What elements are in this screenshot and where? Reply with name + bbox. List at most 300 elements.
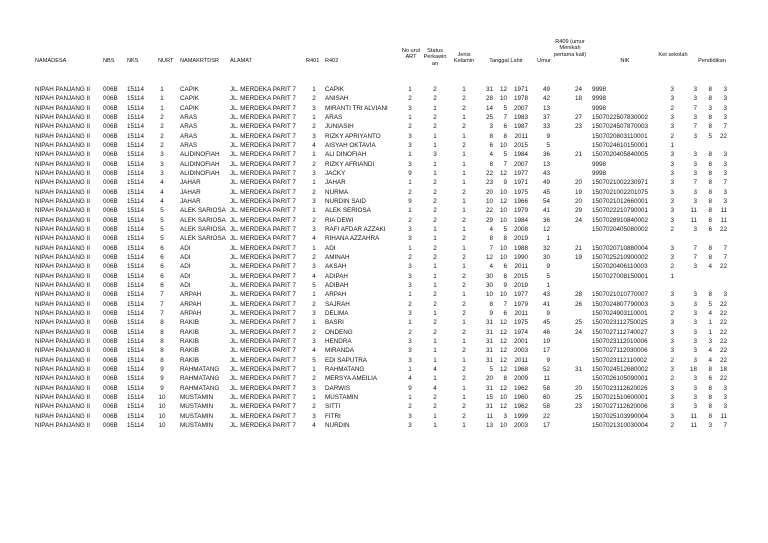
cell-nks: 15114 <box>127 384 145 392</box>
cell-no-urut: 1 <box>408 365 412 373</box>
cell-tgl: 13 <box>485 421 493 429</box>
cell-pendidikan-2: 8 <box>708 244 712 252</box>
cell-alamat: JL. MERDEKA PARIT 7 <box>230 412 296 420</box>
cell-status-perkawinan: 2 <box>433 291 437 299</box>
cell-r401: 1 <box>312 244 316 252</box>
cell-pendidikan-3: 22 <box>719 356 727 364</box>
cell-jenis-kelamin: 2 <box>462 235 466 243</box>
cell-tgl: 31 <box>485 86 493 93</box>
cell-umur: 41 <box>542 300 550 308</box>
cell-r401: 3 <box>312 104 316 112</box>
cell-pendidikan-1: 3 <box>693 403 697 411</box>
table-row <box>0 104 768 114</box>
cell-tgl: 31 <box>485 347 493 355</box>
cell-ket-sekolah: 3 <box>670 95 674 103</box>
cell-namadesa: NIPAH PANJANG II <box>35 123 91 131</box>
header-status-perkawinan: Status Perkawin an <box>423 48 447 67</box>
cell-status-perkawinan: 1 <box>433 356 437 364</box>
cell-nik: 1507021002230971 <box>592 179 649 187</box>
cell-no-urut: 2 <box>408 328 412 336</box>
table-row <box>0 402 768 412</box>
cell-pendidikan-1: 3 <box>693 309 697 317</box>
cell-namakrtdsr: RAKIB <box>180 356 199 364</box>
cell-bln: 12 <box>499 169 507 177</box>
cell-thn: 1988 <box>513 244 528 252</box>
cell-umur: 1 <box>546 281 550 289</box>
cell-alamat: JL. MERDEKA PARIT 7 <box>230 113 296 121</box>
cell-no-urut: 2 <box>408 216 412 224</box>
cell-pendidikan-3: 7 <box>723 179 727 187</box>
cell-nbs: 006B <box>103 337 118 345</box>
table-row <box>0 309 768 319</box>
table-row <box>0 85 768 95</box>
cell-r402: RAFI AFDAR AZZAKI <box>325 225 386 233</box>
cell-namadesa: NIPAH PANJANG II <box>35 356 91 364</box>
cell-umur: 42 <box>542 95 550 103</box>
cell-tgl: 3 <box>489 123 493 131</box>
cell-nks: 15114 <box>127 375 145 383</box>
header-r402: R402 <box>325 58 339 64</box>
cell-r402: ANISAH <box>325 95 349 103</box>
cell-alamat: JL. MERDEKA PARIT 7 <box>230 328 296 336</box>
cell-no-urut: 1 <box>408 151 412 159</box>
cell-umur: 11 <box>543 375 550 383</box>
cell-nbs: 006B <box>103 281 118 289</box>
cell-namakrtdsr: RAHMATANG <box>180 384 220 392</box>
cell-umur: 5 <box>546 272 550 280</box>
cell-namakrtdsr: JAHAR <box>180 179 201 187</box>
cell-alamat: JL. MERDEKA PARIT 7 <box>230 337 296 345</box>
cell-pendidikan-1: 7 <box>693 253 697 261</box>
cell-r402: MUSTAMIN <box>325 393 359 401</box>
cell-status-perkawinan: 2 <box>433 207 437 215</box>
cell-status-perkawinan: 2 <box>433 244 437 252</box>
cell-nks: 15114 <box>127 347 145 355</box>
cell-alamat: JL. MERDEKA PARIT 7 <box>230 95 296 103</box>
cell-status-perkawinan: 1 <box>433 141 437 149</box>
cell-nik: 9998 <box>592 169 607 177</box>
table-row <box>0 393 768 403</box>
cell-nurt: 7 <box>160 291 164 299</box>
cell-r402: ADI <box>325 244 336 252</box>
cell-r401: 2 <box>312 123 316 131</box>
cell-nik: 1507026105090001 <box>592 375 649 383</box>
cell-status-perkawinan: 1 <box>433 132 437 140</box>
cell-no-urut: 9 <box>408 384 412 392</box>
cell-nks: 15114 <box>127 197 145 205</box>
cell-r401: 4 <box>312 272 316 280</box>
cell-r402: RIHANA AZZAHRA <box>325 235 380 243</box>
cell-umur: 58 <box>542 384 550 392</box>
cell-r402: AKSAH <box>325 263 347 271</box>
cell-nbs: 006B <box>103 291 118 299</box>
cell-nik: 1507020405840005 <box>592 151 649 159</box>
cell-nik: 1507024507870003 <box>592 123 649 131</box>
cell-nurt: 1 <box>160 95 164 103</box>
cell-namadesa: NIPAH PANJANG II <box>35 151 91 159</box>
cell-nks: 15114 <box>127 151 145 159</box>
cell-namadesa: NIPAH PANJANG II <box>35 421 91 429</box>
cell-r402: RIZKY AFRIANDI <box>325 160 375 168</box>
cell-tgl: 4 <box>489 225 493 233</box>
cell-alamat: JL. MERDEKA PARIT 7 <box>230 291 296 299</box>
cell-bln: 12 <box>499 384 507 392</box>
cell-nurt: 6 <box>160 272 164 280</box>
cell-nbs: 006B <box>103 253 118 261</box>
cell-no-urut: 9 <box>408 169 412 177</box>
cell-r401: 3 <box>312 309 316 317</box>
cell-nurt: 9 <box>160 384 164 392</box>
cell-pendidikan-1: 3 <box>693 113 697 121</box>
cell-nik: 9998 <box>592 160 607 168</box>
cell-r409: 19 <box>574 253 582 261</box>
cell-thn: 1971 <box>513 179 528 187</box>
cell-bln: 10 <box>499 393 507 401</box>
table-row <box>0 188 768 198</box>
cell-jenis-kelamin: 1 <box>462 169 466 177</box>
cell-jenis-kelamin: 2 <box>462 188 466 196</box>
cell-pendidikan-1: 3 <box>693 328 697 336</box>
cell-pendidikan-3: 3 <box>723 86 727 93</box>
cell-r409: 23 <box>574 123 582 131</box>
cell-status-perkawinan: 2 <box>433 197 437 205</box>
cell-namakrtdsr: ARAS <box>180 113 198 121</box>
cell-thn: 1975 <box>513 188 528 196</box>
cell-namakrtdsr: RAKIB <box>180 337 199 345</box>
cell-r401: 4 <box>312 421 316 429</box>
cell-jenis-kelamin: 1 <box>462 86 466 93</box>
cell-pendidikan-2: 8 <box>708 188 712 196</box>
cell-ket-sekolah: 3 <box>670 151 674 159</box>
cell-namadesa: NIPAH PANJANG II <box>35 207 91 215</box>
cell-pendidikan-3: 7 <box>723 244 727 252</box>
cell-nks: 15114 <box>127 291 145 299</box>
table-row <box>0 374 768 384</box>
cell-nbs: 006B <box>103 151 118 159</box>
cell-pendidikan-2: 8 <box>708 393 712 401</box>
cell-pendidikan-1: 7 <box>693 179 697 187</box>
cell-namadesa: NIPAH PANJANG II <box>35 86 91 93</box>
cell-r401: 2 <box>312 328 316 336</box>
cell-bln: 10 <box>499 207 507 215</box>
cell-alamat: JL. MERDEKA PARIT 7 <box>230 319 296 327</box>
cell-jenis-kelamin: 1 <box>462 225 466 233</box>
cell-ket-sekolah: 3 <box>670 207 674 215</box>
cell-thn: 1984 <box>513 216 528 224</box>
cell-nks: 15114 <box>127 328 145 336</box>
cell-r402: ONDENG <box>325 328 353 336</box>
cell-r401: 1 <box>312 151 316 159</box>
cell-nurt: 3 <box>160 151 164 159</box>
cell-umur: 36 <box>542 151 550 159</box>
cell-pendidikan-2: 4 <box>708 356 712 364</box>
cell-namakrtdsr: ALIDINOFIAH <box>180 169 220 177</box>
cell-nurt: 8 <box>160 337 164 345</box>
cell-bln: 8 <box>503 235 507 243</box>
cell-nbs: 006B <box>103 225 118 233</box>
cell-umur: 1 <box>546 235 550 243</box>
cell-nik: 1507021310030004 <box>592 421 649 429</box>
cell-nik: 9998 <box>592 104 607 112</box>
cell-nbs: 006B <box>103 197 118 205</box>
cell-ket-sekolah: 1 <box>670 141 674 149</box>
cell-namakrtdsr: ALEK SARIOSA <box>180 216 226 224</box>
cell-no-urut: 9 <box>408 197 412 205</box>
cell-r401: 3 <box>312 337 316 345</box>
cell-namadesa: NIPAH PANJANG II <box>35 104 91 112</box>
cell-tgl: 30 <box>485 281 493 289</box>
cell-nks: 15114 <box>127 207 145 215</box>
cell-pendidikan-3: 3 <box>723 95 727 103</box>
cell-nurt: 4 <box>160 188 164 196</box>
cell-no-urut: 3 <box>408 104 412 112</box>
cell-nurt: 4 <box>160 197 164 205</box>
cell-ket-sekolah: 3 <box>670 384 674 392</box>
cell-r402: RAHMATANG <box>325 365 365 373</box>
cell-nurt: 5 <box>160 225 164 233</box>
cell-pendidikan-1: 3 <box>693 225 697 233</box>
cell-pendidikan-3: 22 <box>719 375 727 383</box>
cell-status-perkawinan: 2 <box>433 328 437 336</box>
cell-umur: 52 <box>542 365 550 373</box>
cell-pendidikan-2: 8 <box>708 216 712 224</box>
table-row <box>0 132 768 142</box>
cell-nks: 15114 <box>127 188 145 196</box>
cell-status-perkawinan: 1 <box>433 160 437 168</box>
cell-tgl: 20 <box>485 375 493 383</box>
cell-umur: 45 <box>542 188 550 196</box>
cell-r402: RIA DEWI <box>325 216 354 224</box>
cell-r401: 4 <box>312 235 316 243</box>
cell-nik: 1507027112030006 <box>592 347 648 355</box>
cell-jenis-kelamin: 1 <box>462 393 466 401</box>
cell-nbs: 006B <box>103 384 118 392</box>
cell-tgl: 4 <box>489 151 493 159</box>
cell-thn: 2019 <box>513 281 528 289</box>
cell-no-urut: 1 <box>408 207 412 215</box>
cell-umur: 41 <box>542 207 550 215</box>
cell-nks: 15114 <box>127 412 145 420</box>
cell-r409: 19 <box>574 188 582 196</box>
cell-nbs: 006B <box>103 86 118 93</box>
cell-r402: MIRANTI TRI ALVIANI <box>325 104 388 112</box>
cell-ket-sekolah: 3 <box>670 393 674 401</box>
cell-pendidikan-2: 6 <box>708 375 712 383</box>
header-r401: R401 <box>306 58 320 64</box>
cell-r402: NURDIN <box>325 421 350 429</box>
header-no-urut-art: No urut ART <box>401 48 421 61</box>
cell-pendidikan-3: 3 <box>723 393 727 401</box>
cell-jenis-kelamin: 1 <box>462 113 466 121</box>
cell-no-urut: 3 <box>408 412 412 420</box>
cell-r401: 5 <box>312 281 316 289</box>
table-row <box>0 328 768 338</box>
cell-thn: 2015 <box>513 272 528 280</box>
cell-r402: ALEK SERIOSA <box>325 207 371 215</box>
cell-nks: 15114 <box>127 356 145 364</box>
cell-bln: 6 <box>503 309 507 317</box>
cell-alamat: JL. MERDEKA PARIT 7 <box>230 309 296 317</box>
cell-bln: 8 <box>503 272 507 280</box>
cell-alamat: JL. MERDEKA PARIT 7 <box>230 235 296 243</box>
cell-pendidikan-2: 8 <box>708 95 712 103</box>
cell-thn: 1983 <box>513 113 528 121</box>
cell-jenis-kelamin: 2 <box>462 347 466 355</box>
cell-status-perkawinan: 1 <box>433 412 437 420</box>
cell-nurt: 5 <box>160 235 164 243</box>
cell-r402: HENDRA <box>325 337 352 345</box>
cell-nks: 15114 <box>127 104 145 112</box>
cell-thn: 1962 <box>513 403 528 411</box>
cell-r402: NURDIN SAID <box>325 197 366 205</box>
cell-alamat: JL. MERDEKA PARIT 7 <box>230 300 296 308</box>
cell-namakrtdsr: ARPAH <box>180 300 202 308</box>
cell-no-urut: 1 <box>408 291 412 299</box>
cell-ket-sekolah: 2 <box>670 132 674 140</box>
cell-nurt: 10 <box>158 412 166 420</box>
cell-pendidikan-2: 4 <box>708 263 712 271</box>
header-r409: R409 (umur Menikah pertama kali) <box>553 39 587 58</box>
cell-r401: 2 <box>312 253 316 261</box>
cell-pendidikan-1: 11 <box>690 216 697 224</box>
cell-alamat: JL. MERDEKA PARIT 7 <box>230 281 296 289</box>
cell-umur: 60 <box>542 393 550 401</box>
cell-status-perkawinan: 1 <box>433 235 437 243</box>
cell-alamat: JL. MERDEKA PARIT 7 <box>230 104 296 112</box>
cell-thn: 1971 <box>513 86 528 93</box>
cell-ket-sekolah: 2 <box>670 309 674 317</box>
cell-thn: 2003 <box>513 347 528 355</box>
cell-nks: 15114 <box>127 235 145 243</box>
cell-thn: 1968 <box>513 365 528 373</box>
cell-nbs: 006B <box>103 300 118 308</box>
cell-status-perkawinan: 1 <box>433 169 437 177</box>
cell-pendidikan-2: 5 <box>708 300 712 308</box>
cell-namadesa: NIPAH PANJANG II <box>35 393 91 401</box>
cell-namadesa: NIPAH PANJANG II <box>35 347 91 355</box>
cell-nbs: 006B <box>103 179 118 187</box>
cell-nurt: 6 <box>160 244 164 252</box>
table-row <box>0 244 768 254</box>
cell-tgl: 8 <box>489 235 493 243</box>
cell-nurt: 6 <box>160 253 164 261</box>
cell-nbs: 006B <box>103 216 118 224</box>
cell-r402: MERSYA AMEILIA <box>325 375 378 383</box>
cell-jenis-kelamin: 2 <box>462 104 466 112</box>
cell-r401: 1 <box>312 113 316 121</box>
cell-namadesa: NIPAH PANJANG II <box>35 141 91 149</box>
cell-pendidikan-2: 3 <box>708 421 712 429</box>
cell-tgl: 8 <box>489 132 493 140</box>
cell-no-urut: 3 <box>408 337 412 345</box>
cell-nurt: 8 <box>160 328 164 336</box>
cell-ket-sekolah: 1 <box>670 272 674 280</box>
cell-nik: 1507020710880004 <box>592 244 649 252</box>
cell-ket-sekolah: 3 <box>670 188 674 196</box>
cell-r401: 1 <box>312 365 316 373</box>
cell-jenis-kelamin: 1 <box>462 244 466 252</box>
cell-nbs: 006B <box>103 421 118 429</box>
cell-umur: 43 <box>542 291 550 299</box>
cell-status-perkawinan: 2 <box>433 95 437 103</box>
cell-nbs: 006B <box>103 356 118 364</box>
header-nks: NKS <box>127 58 139 64</box>
cell-tgl: 15 <box>485 393 493 401</box>
cell-pendidikan-3: 3 <box>723 113 727 121</box>
cell-nks: 15114 <box>127 244 145 252</box>
cell-no-urut: 3 <box>408 141 412 149</box>
cell-nks: 15114 <box>127 403 145 411</box>
cell-tgl: 31 <box>485 384 493 392</box>
cell-r402: FITRI <box>325 412 341 420</box>
cell-status-perkawinan: 2 <box>433 253 437 261</box>
cell-r401: 1 <box>312 393 316 401</box>
cell-pendidikan-2: 8 <box>708 253 712 261</box>
cell-nik: 1507024610150001 <box>592 141 649 149</box>
cell-jenis-kelamin: 1 <box>462 132 466 140</box>
cell-alamat: JL. MERDEKA PARIT 7 <box>230 375 296 383</box>
cell-nik: 1507028910840002 <box>592 216 649 224</box>
cell-bln: 5 <box>503 151 507 159</box>
cell-namadesa: NIPAH PANJANG II <box>35 113 91 121</box>
cell-nks: 15114 <box>127 179 145 187</box>
header-tanggal-lahir: Tanggal Lahir <box>489 58 523 64</box>
cell-nbs: 006B <box>103 207 118 215</box>
cell-namadesa: NIPAH PANJANG II <box>35 272 91 280</box>
cell-namakrtdsr: ALEK SARIOSA <box>180 235 226 243</box>
cell-thn: 2011 <box>514 356 528 364</box>
cell-thn: 1979 <box>513 207 528 215</box>
cell-jenis-kelamin: 2 <box>462 300 466 308</box>
cell-r401: 2 <box>312 375 316 383</box>
cell-ket-sekolah: 3 <box>670 113 674 121</box>
cell-pendidikan-1: 3 <box>693 263 697 271</box>
cell-tgl: 31 <box>485 337 493 345</box>
table-row <box>0 272 768 282</box>
cell-r409: 25 <box>574 393 582 401</box>
table-row <box>0 300 768 310</box>
cell-jenis-kelamin: 1 <box>462 337 466 345</box>
cell-r402: ADIBAH <box>325 281 349 289</box>
cell-nurt: 1 <box>160 104 164 112</box>
cell-umur: 9 <box>546 356 550 364</box>
cell-thn: 1977 <box>513 169 528 177</box>
cell-r409: 26 <box>574 300 582 308</box>
cell-umur: 54 <box>542 197 550 205</box>
cell-alamat: JL. MERDEKA PARIT 7 <box>230 253 296 261</box>
cell-ket-sekolah: 2 <box>670 375 674 383</box>
cell-r409: 29 <box>574 207 582 215</box>
cell-pendidikan-1: 3 <box>693 384 697 392</box>
cell-bln: 9 <box>503 281 507 289</box>
cell-pendidikan-1: 3 <box>693 95 697 103</box>
cell-umur: 45 <box>542 319 550 327</box>
table-row <box>0 206 768 216</box>
cell-thn: 1962 <box>513 384 528 392</box>
cell-r402: BASRI <box>325 319 344 327</box>
cell-nurt: 8 <box>160 347 164 355</box>
table-row <box>0 346 768 356</box>
cell-thn: 2003 <box>513 421 528 429</box>
cell-r402: DELIMA <box>325 309 349 317</box>
table-row <box>0 150 768 160</box>
cell-nik: 1507024807790003 <box>592 300 649 308</box>
cell-nks: 15114 <box>127 309 145 317</box>
cell-ket-sekolah: 3 <box>670 319 674 327</box>
cell-namadesa: NIPAH PANJANG II <box>35 328 91 336</box>
table-row <box>0 234 768 244</box>
cell-status-perkawinan: 1 <box>433 337 437 345</box>
